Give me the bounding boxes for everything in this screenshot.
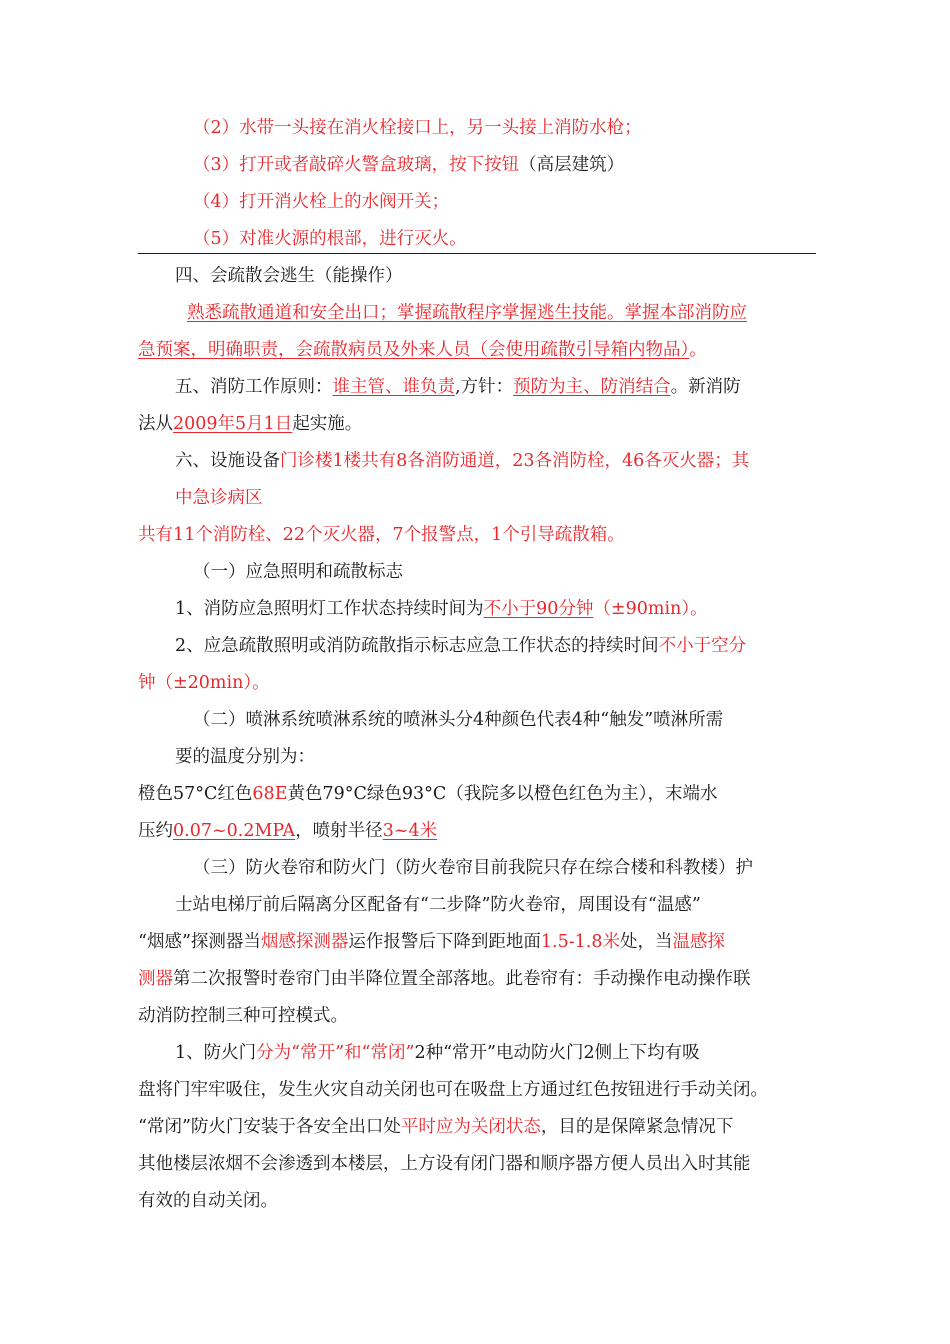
sub3-text-1: “烟感”探测器当 bbox=[138, 932, 261, 952]
fire-door-line1 bbox=[175, 1042, 700, 1064]
fire-door-line2: 盘将门牢牢吸住，发生火灾自动关闭也可在吸盘上方通过红色按钮进行手动关闭。 bbox=[138, 1080, 768, 1100]
section-5-policy: 预防为主、防消结合 bbox=[513, 377, 671, 397]
subsection-1-p2-cont: 钟（±20min）。 bbox=[138, 673, 270, 693]
section-6-label: 六、设施设备 bbox=[175, 451, 280, 471]
door-text-2: 2种“常开”电动防火门2侧上下均有吸 bbox=[414, 1043, 700, 1063]
subsection-3-line5: 动消防控制三种可控模式。 bbox=[138, 1006, 348, 1026]
door-normal-state: 平时应为关闭状态 bbox=[400, 1117, 541, 1137]
subsection-1-p2 bbox=[175, 635, 746, 657]
radius-value: 3~4米 bbox=[382, 821, 438, 841]
sub1-p2-value: 不小于空分 bbox=[658, 636, 747, 656]
subsection-2-line1: （二）喷淋系统喷淋系统的喷淋头分4种颜色代表4种“触发”喷淋所需 bbox=[193, 710, 724, 730]
subsection-3-line2: 士站电梯厅前后隔离分区配备有“二步降”防火卷帘，周围设有“温感” bbox=[175, 895, 701, 915]
sub3-text-3: 处，当 bbox=[619, 932, 673, 952]
subsection-2-line2: 要的温度分别为： bbox=[175, 747, 315, 767]
subsection-2-line4 bbox=[138, 820, 437, 842]
sub1-p2-text: 2、应急疏散照明或消防疏散指示标志应急工作状态的持续时间 bbox=[175, 636, 659, 656]
section-4-body-line1 bbox=[187, 302, 747, 324]
sub1-p1-text: 1、消防应急照明灯工作状态持续时间为 bbox=[175, 599, 484, 619]
section-5-label: 五、消防工作原则： bbox=[175, 377, 333, 397]
red-temperature: 68E bbox=[252, 784, 288, 804]
section-4-body-end: 。 bbox=[689, 340, 707, 360]
sprinkler-colors-1: 橙色57°C红色 bbox=[138, 784, 253, 804]
section-divider bbox=[138, 253, 816, 254]
door-text-3: “常闭”防火门安装于各安全出口处 bbox=[138, 1117, 401, 1137]
section-4-body-2: 急预案，明确职责，会疏散病员及外来人员（会使用疏散引导箱内物品） bbox=[138, 340, 690, 360]
fire-door-line4: 其他楼层浓烟不会渗透到本楼层，上方设有闭门器和顺序器方便人员出入时其能 bbox=[138, 1154, 751, 1174]
fire-door-line5: 有效的自动关闭。 bbox=[138, 1191, 278, 1211]
section-6-outpatient: 门诊楼1楼共有8各消防通道，23各消防栓，46各灭火器；其 bbox=[280, 451, 750, 471]
section-6-line2: 中急诊病区 bbox=[175, 488, 263, 508]
drop-height: 1.5-1.8米 bbox=[540, 932, 620, 952]
door-text-1: 1、防火门 bbox=[175, 1043, 257, 1063]
section-5-principle: 谁主管、谁负责 bbox=[332, 377, 455, 397]
step-4: （4）打开消火栓上的水阀开关； bbox=[193, 192, 450, 212]
section-6-line1 bbox=[175, 450, 749, 472]
subsection-1-p1 bbox=[175, 598, 708, 620]
door-text-4: ，目的是保障紧急情况下 bbox=[540, 1117, 734, 1137]
smoke-detector: 烟感探测器 bbox=[260, 932, 349, 952]
sub3-text-2: 运作报警后下降到距地面 bbox=[348, 932, 541, 952]
step-3 bbox=[193, 154, 624, 176]
pressure-value: 0.07~0.2MPA bbox=[173, 821, 296, 841]
section-5-label-2: ,方针： bbox=[455, 377, 514, 397]
section-6-line3: 共有11个消防栓、22个灭火器，7个报警点，1个引导疏散箱。 bbox=[138, 525, 625, 545]
subsection-1-heading: （一）应急照明和疏散标志 bbox=[193, 562, 403, 582]
effective-date: 2009年5月1日 bbox=[173, 414, 293, 434]
section-4-body-line2 bbox=[138, 339, 707, 361]
section-4-heading: 四、会疏散会逃生（能操作） bbox=[175, 266, 403, 286]
step-3-text: （3）打开或者敲碎火警盒玻璃，按下按钮 bbox=[193, 155, 520, 175]
subsection-3-line4 bbox=[138, 968, 751, 990]
fire-door-line3 bbox=[138, 1116, 733, 1138]
door-types: 分为“常开”和“常闭” bbox=[256, 1043, 415, 1063]
section-5-text-2: 法从 bbox=[138, 414, 173, 434]
section-4-body-1: 熟悉疏散通道和安全出口；掌握疏散程序掌握逃生技能。掌握本部消防应 bbox=[187, 303, 747, 323]
step-5: （5）对准火源的根部，进行灭火。 bbox=[193, 229, 467, 249]
sub1-p1-tolerance: （±90min）。 bbox=[593, 599, 708, 619]
subsection-3-line1: （三）防火卷帘和防火门（防火卷帘目前我院只存在综合楼和科教楼）护 bbox=[193, 858, 753, 878]
step-3-note: （高层建筑） bbox=[519, 155, 625, 175]
step-2: （2）水带一头接在消火栓接口上，另一头接上消防水枪； bbox=[193, 118, 642, 138]
section-5-line2 bbox=[138, 413, 362, 435]
subsection-2-line3 bbox=[138, 783, 718, 805]
sub1-p1-value: 不小于90分钟 bbox=[483, 599, 594, 619]
sub3-text-4: 第二次报警时卷帘门由半降位置全部落地。此卷帘有：手动操作电动操作联 bbox=[173, 969, 751, 989]
heat-detector-2: 测器 bbox=[138, 969, 173, 989]
section-5-text: 。新消防 bbox=[670, 377, 741, 397]
subsection-3-line3 bbox=[138, 931, 725, 953]
section-5-text-3: 起实施。 bbox=[292, 414, 363, 434]
sprinkler-colors-2: 黄色79°C绿色93°C（我院多以橙色红色为主），末端水 bbox=[287, 784, 718, 804]
section-5-line1 bbox=[175, 376, 741, 398]
pressure-label: 压约 bbox=[138, 821, 173, 841]
radius-label: ，喷射半径 bbox=[295, 821, 383, 841]
heat-detector-1: 温感探 bbox=[672, 932, 725, 952]
